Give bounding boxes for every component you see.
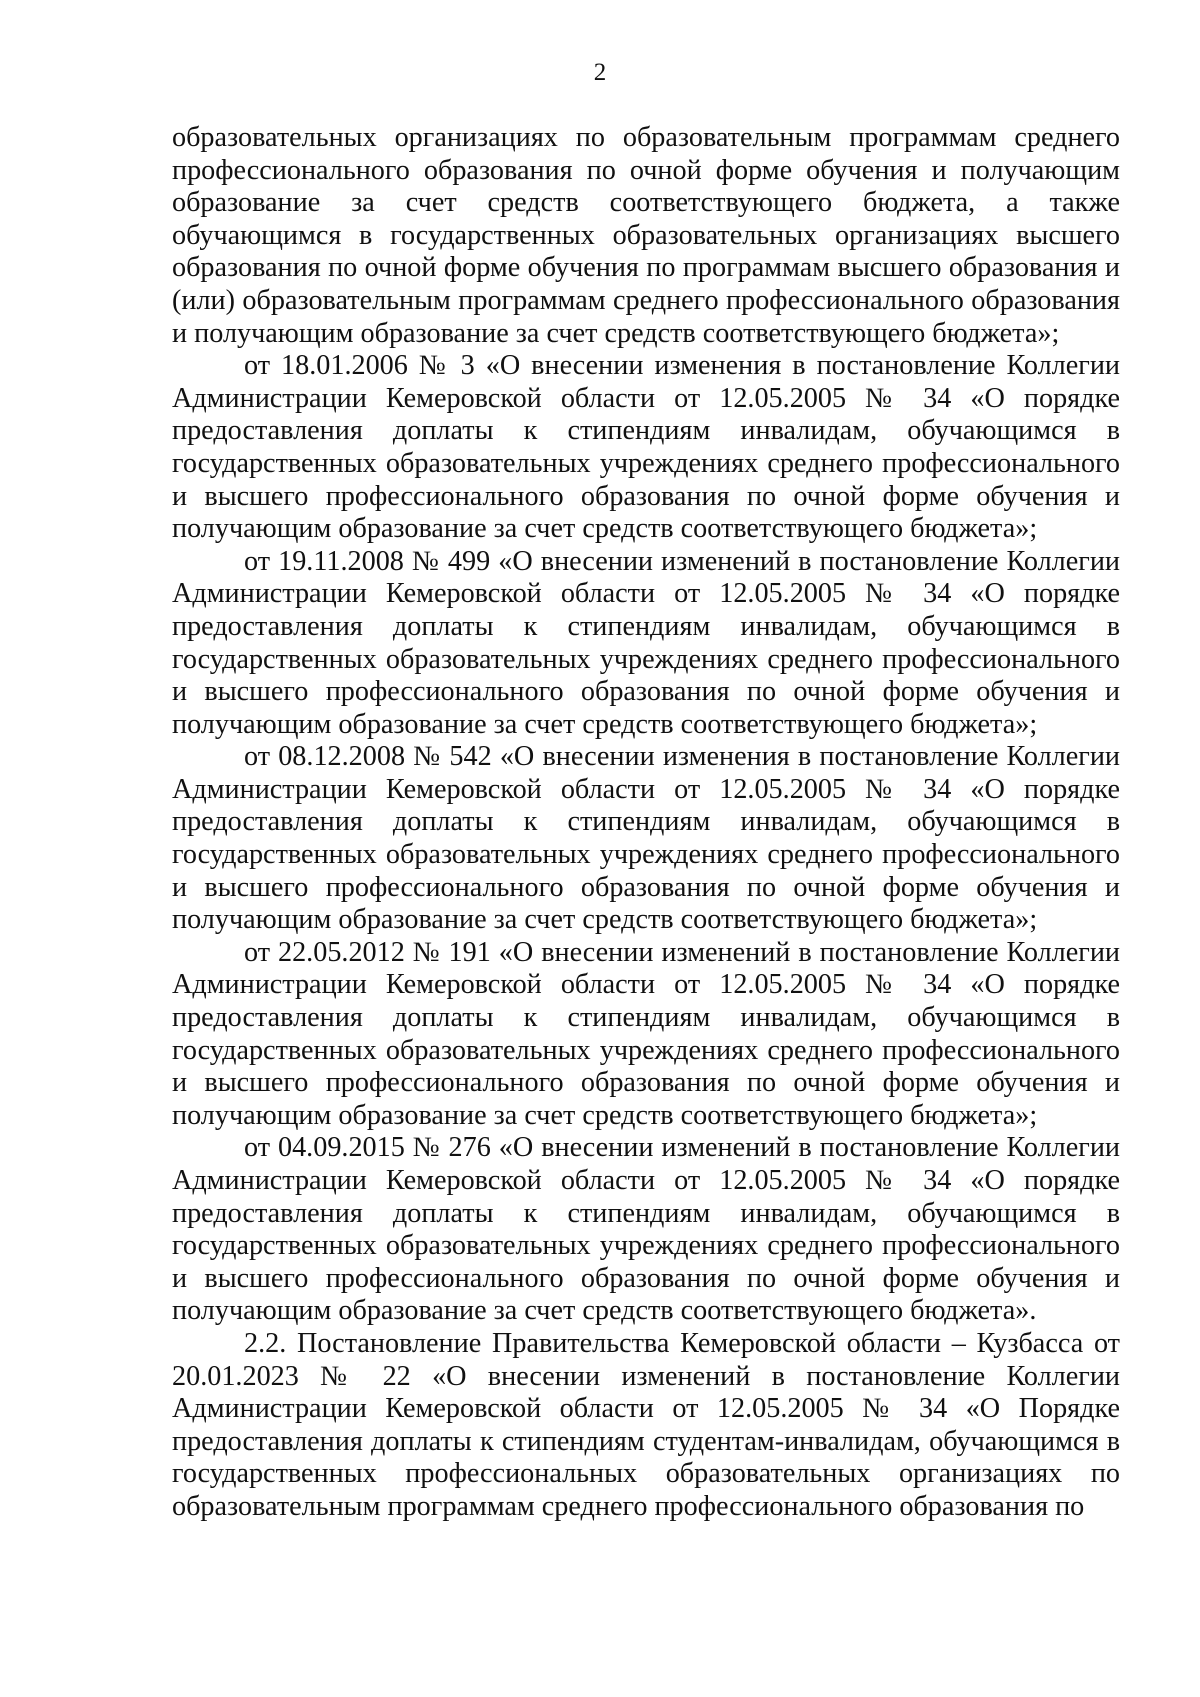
- paragraph-4: от 08.12.2008 № 542 «О внесении изменения в постановление Коллегии Администрации Кемеровской области от 12.05.2005 № 34 «О порядке предоставления доплаты к стипендиям инвалидам, обучающимся в государственных образовательных учреждениях среднего профессионального и высшего профессионального образования по очной форме обучения и получающим образование за счет средств соответствующего бюджета»;: [172, 741, 1120, 936]
- document-body: [172, 122, 1120, 1524]
- paragraph-7: 2.2. Постановление Правительства Кемеровской области – Кузбасса от 20.01.2023 № 22 «О внесении изменений в постановление Коллегии Администрации Кемеровской области от 12.05.2005 № 34 «О Порядке предоставления доплаты к стипендиям студентам-инвалидам, обучающимся в государственных профессиональных образовательных организациях по образовательным программам среднего профессионального образования по: [172, 1327, 1120, 1522]
- paragraph-5: от 22.05.2012 № 191 «О внесении изменений в постановление Коллегии Администрации Кемеровской области от 12.05.2005 № 34 «О порядке предоставления доплаты к стипендиям инвалидам, обучающимся в государственных образовательных учреждениях среднего профессионального и высшего профессионального образования по очной форме обучения и получающим образование за счет средств соответствующего бюджета»;: [172, 936, 1120, 1131]
- paragraph-6: от 04.09.2015 № 276 «О внесении изменений в постановление Коллегии Администрации Кемеровской области от 12.05.2005 № 34 «О порядке предоставления доплаты к стипендиям инвалидам, обучающимся в государственных образовательных учреждениях среднего профессионального и высшего профессионального образования по очной форме обучения и получающим образование за счет средств соответствующего бюджета».: [172, 1132, 1120, 1327]
- paragraph-1: образовательных организациях по образовательным программам среднего профессионального образования по очной форме обучения и получающим образование за счет средств соответствующего бюджета, а также обучающимся в государственных образовательных организациях высшего образования по очной форме обучения по программам высшего образования и (или) образовательным программам среднего профессионального образования и получающим образование за счет средств соответствующего бюджета»;: [172, 122, 1120, 349]
- paragraph-3: от 19.11.2008 № 499 «О внесении изменений в постановление Коллегии Администрации Кемеровской области от 12.05.2005 № 34 «О порядке предоставления доплаты к стипендиям инвалидам, обучающимся в государственных образовательных учреждениях среднего профессионального и высшего профессионального образования по очной форме обучения и получающим образование за счет средств соответствующего бюджета»;: [172, 545, 1120, 740]
- page-number: 2: [593, 59, 607, 86]
- paragraph-2: от 18.01.2006 № 3 «О внесении изменения в постановление Коллегии Администрации Кемеровской области от 12.05.2005 № 34 «О порядке предоставления доплаты к стипендиям инвалидам, обучающимся в государственных образовательных учреждениях среднего профессионального и высшего профессионального образования по очной форме обучения и получающим образование за счет средств соответствующего бюджета»;: [172, 350, 1120, 545]
